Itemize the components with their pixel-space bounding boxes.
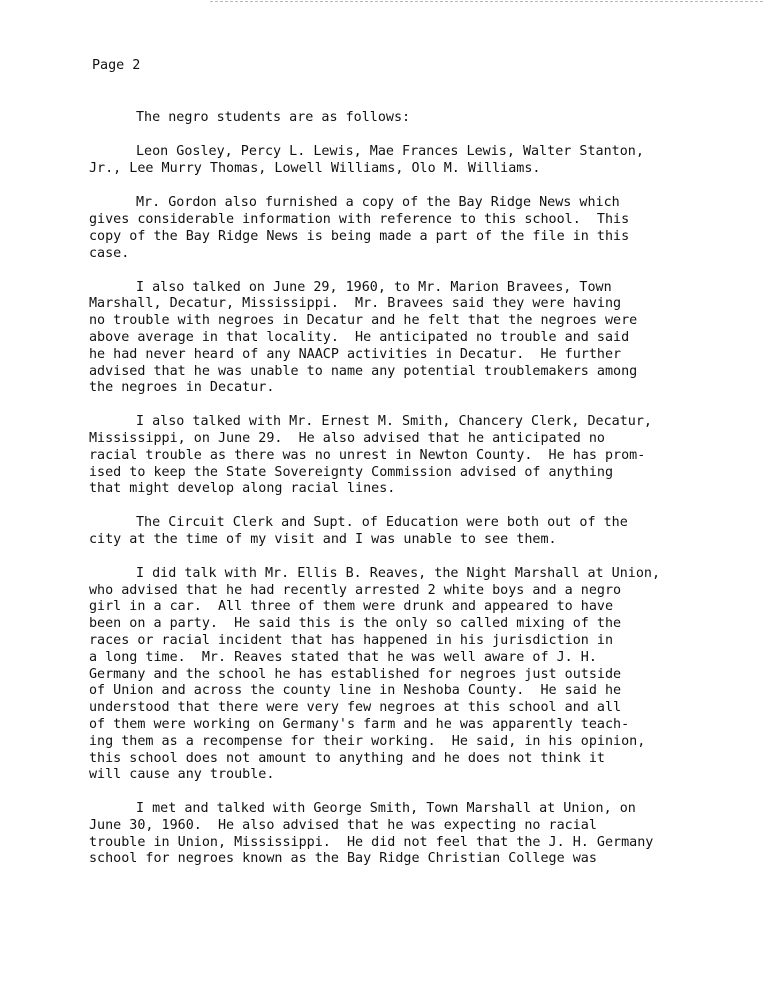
text-line: school for negroes known as the Bay Ridge Christian College was <box>89 851 597 867</box>
text-line: ised to keep the State Sovereignty Commission advised of anything <box>89 464 614 480</box>
paragraph-marion-bravees <box>89 280 729 398</box>
paragraph-circuit-clerk <box>89 515 729 549</box>
text-line: that might develop along racial lines. <box>89 481 396 497</box>
text-line: he had never heard of any NAACP activities in Decatur. He further <box>89 346 622 362</box>
text-line: advised that he was unable to name any potential troublemakers among <box>89 363 638 379</box>
text-line: races or racial incident that has happened in his jurisdiction in <box>89 632 614 648</box>
text-line: this school does not amount to anything and he does not think it <box>89 750 605 766</box>
text-line: case. <box>89 245 130 261</box>
paragraph-ernest-smith <box>89 414 729 498</box>
page-number: Page 2 <box>92 58 141 73</box>
text-line: of them were working on Germany's farm and he was apparently teach- <box>89 716 630 732</box>
text-line: understood that there were very few negroes at this school and all <box>89 700 622 716</box>
top-border-rule <box>210 1 763 2</box>
text-line: a long time. Mr. Reaves stated that he was well aware of J. H. <box>89 649 597 665</box>
text-line: city at the time of my visit and I was unable to see them. <box>89 531 557 547</box>
text-line: trouble in Union, Mississippi. He did not feel that the J. H. Germany <box>89 834 654 850</box>
paragraph-student-names <box>89 144 729 178</box>
text-line: I also talked on June 29, 1960, to Mr. Marion Bravees, Town <box>136 279 612 295</box>
text-line: Jr., Lee Murry Thomas, Lowell Williams, Olo M. Williams. <box>89 160 541 176</box>
paragraph-students-intro <box>89 110 729 127</box>
paragraph-ellis-reaves <box>89 566 729 784</box>
text-line: Germany and the school he has established for negroes just outside <box>89 666 622 682</box>
text-line: of Union and across the county line in Neshoba County. He said he <box>89 683 622 699</box>
text-line: Marshall, Decatur, Mississippi. Mr. Bravees said they were having <box>89 296 622 312</box>
text-line: no trouble with negroes in Decatur and he felt that the negroes were <box>89 313 638 329</box>
text-line: Leon Gosley, Percy L. Lewis, Mae Frances Lewis, Walter Stanton, <box>136 143 644 159</box>
paragraph-george-smith <box>89 801 729 868</box>
text-line: June 30, 1960. He also advised that he was expecting no racial <box>89 817 597 833</box>
text-line: Mississippi, on June 29. He also advised that he anticipated no <box>89 430 605 446</box>
text-line: above average in that locality. He anticipated no trouble and said <box>89 329 630 345</box>
text-line: who advised that he had recently arrested 2 white boys and a negro <box>89 582 622 598</box>
text-line: I did talk with Mr. Ellis B. Reaves, the Night Marshall at Union, <box>136 565 661 581</box>
text-line: copy of the Bay Ridge News is being made a part of the file in this <box>89 228 630 244</box>
text-line: the negroes in Decatur. <box>89 380 275 396</box>
text-line: will cause any trouble. <box>89 767 275 783</box>
document-body <box>89 110 729 868</box>
text-line: I also talked with Mr. Ernest M. Smith, Chancery Clerk, Decatur, <box>136 414 652 430</box>
paragraph-bay-ridge-news <box>89 195 729 262</box>
text-line: racial trouble as there was no unrest in Newton County. He has prom- <box>89 447 646 463</box>
text-line: Mr. Gordon also furnished a copy of the Bay Ridge News which <box>136 195 620 211</box>
text-line: The negro students are as follows: <box>136 110 411 125</box>
text-line: The Circuit Clerk and Supt. of Education were both out of the <box>136 515 628 531</box>
text-line: girl in a car. All three of them were drunk and appeared to have <box>89 599 614 615</box>
text-line: ing them as a recompense for their working. He said, in his opinion, <box>89 733 646 749</box>
text-line: I met and talked with George Smith, Town Marshall at Union, on <box>136 801 636 817</box>
text-line: been on a party. He said this is the only so called mixing of the <box>89 616 622 632</box>
text-line: gives considerable information with reference to this school. This <box>89 212 630 228</box>
